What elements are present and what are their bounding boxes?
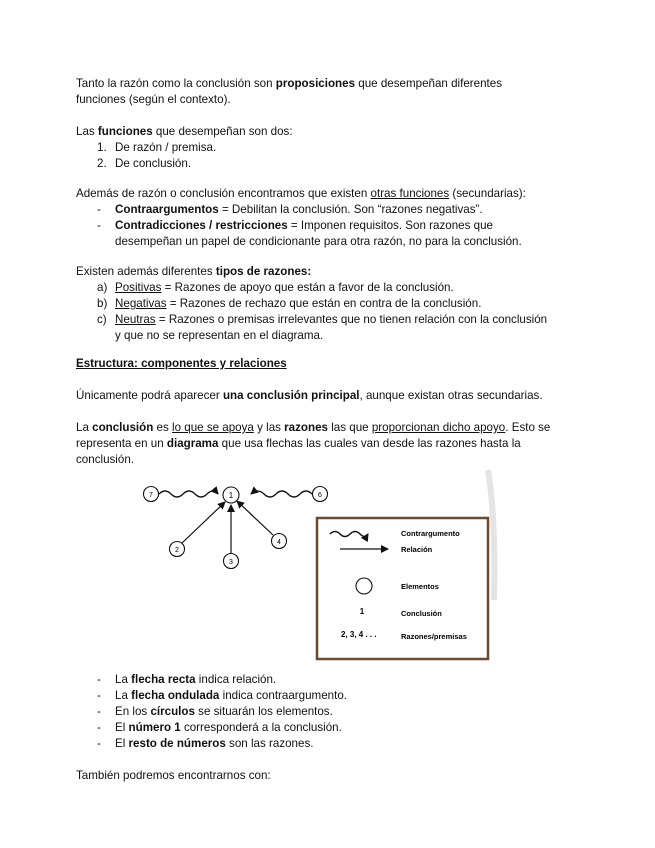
- legend-relacion: Relación: [401, 545, 433, 554]
- contradicciones-item-cont: desempeñan un papel de condicionante para otra razón, no para la conclusión.: [115, 235, 522, 248]
- dash-marker: -: [97, 737, 101, 750]
- bullet-item: La flecha ondulada indica contraargumento.: [115, 689, 347, 702]
- list-marker: b): [97, 297, 108, 310]
- node-6: [313, 487, 328, 502]
- list-marker: 2.: [97, 157, 107, 170]
- list-item: De conclusión.: [115, 157, 192, 170]
- svg-text:6: 6: [318, 492, 322, 499]
- legend-razones: Razones/premisas: [401, 632, 467, 641]
- dash-marker: -: [97, 219, 101, 232]
- node-3: [224, 554, 239, 569]
- dash-marker: -: [97, 705, 101, 718]
- conclusion-line-1: La conclusión es lo que se apoya y las razones las que proporcionan dicho apoyo. Esto se: [76, 421, 551, 434]
- contraargumentos-item: Contraargumentos = Debilitan la conclusión. Son “razones negativas”.: [115, 203, 483, 216]
- list-marker: 1.: [97, 141, 107, 154]
- tipo-neutras-cont: y que no se representan en el diagrama.: [115, 329, 324, 342]
- dash-marker: -: [97, 203, 101, 216]
- tipo-negativas: Negativas = Razones de rechazo que están en contra de la conclusión.: [115, 297, 482, 310]
- svg-text:3: 3: [229, 559, 233, 566]
- svg-text:7: 7: [149, 492, 153, 499]
- bullet-item: La flecha recta indica relación.: [115, 673, 277, 686]
- legend-circle: [356, 578, 372, 594]
- node-2: [170, 542, 185, 557]
- svg-text:4: 4: [277, 539, 281, 546]
- tipo-positivas: Positivas = Razones de apoyo que están a favor de la conclusión.: [115, 281, 454, 294]
- intro-line-1: Tanto la razón como la conclusión son proposiciones que desempeñan diferentes: [76, 77, 503, 90]
- section-heading: Estructura: componentes y relaciones: [76, 357, 287, 370]
- tipos-line: Existen además diferentes tipos de razones:: [76, 265, 312, 278]
- unica-line: Únicamente podrá aparecer una conclusión principal, aunque existan otras secundarias.: [76, 389, 543, 402]
- dash-marker: -: [97, 689, 101, 702]
- contradicciones-item: Contradicciones / restricciones = Imponen requisitos. Son razones que: [115, 219, 493, 232]
- intro-line-2: funciones (según el contexto).: [76, 93, 231, 106]
- wavy-arrow-7-to-1: [159, 491, 218, 497]
- otras-line: Además de razón o conclusión encontramos que existen otras funciones (secundarias):: [76, 187, 526, 200]
- legend-one: 1: [359, 607, 365, 616]
- conclusion-line-3: conclusión.: [76, 453, 135, 466]
- legend-nums: 2, 3, 4 . . .: [341, 630, 377, 639]
- list-marker: a): [97, 281, 108, 294]
- list-marker: c): [97, 313, 107, 326]
- dash-marker: -: [97, 721, 101, 734]
- svg-text:1: 1: [228, 491, 234, 500]
- bullet-item: En los círculos se situarán los elementos.: [115, 705, 333, 718]
- arrow-4-to-1: [237, 501, 273, 535]
- conclusion-line-2: representa en un diagrama que usa flechas las cuales van desde las razones hasta la: [76, 437, 521, 450]
- final-line: También podremos encontrarnos con:: [76, 769, 271, 782]
- tipo-neutras: Neutras = Razones o premisas irrelevantes que no tienen relación con la conclusión: [115, 313, 548, 326]
- dash-marker: -: [97, 673, 101, 686]
- wavy-arrow-6-to-1: [251, 491, 312, 497]
- list-item: De razón / premisa.: [115, 141, 217, 154]
- legend-conclusion: Conclusión: [401, 609, 442, 618]
- legend-elementos: Elementos: [401, 582, 439, 591]
- arrow-2-to-1: [182, 502, 225, 543]
- bullet-item: El resto de números son las razones.: [115, 737, 314, 750]
- legend-box: [317, 518, 488, 659]
- node-4: [272, 534, 287, 549]
- node-1: [223, 487, 239, 503]
- bullet-item: El número 1 corresponderá a la conclusión.: [115, 721, 342, 734]
- node-7: [144, 487, 159, 502]
- svg-text:2: 2: [175, 547, 179, 554]
- funciones-line: Las funciones que desempeñan son dos:: [76, 125, 293, 138]
- legend-contra: Contrargumento: [401, 529, 460, 538]
